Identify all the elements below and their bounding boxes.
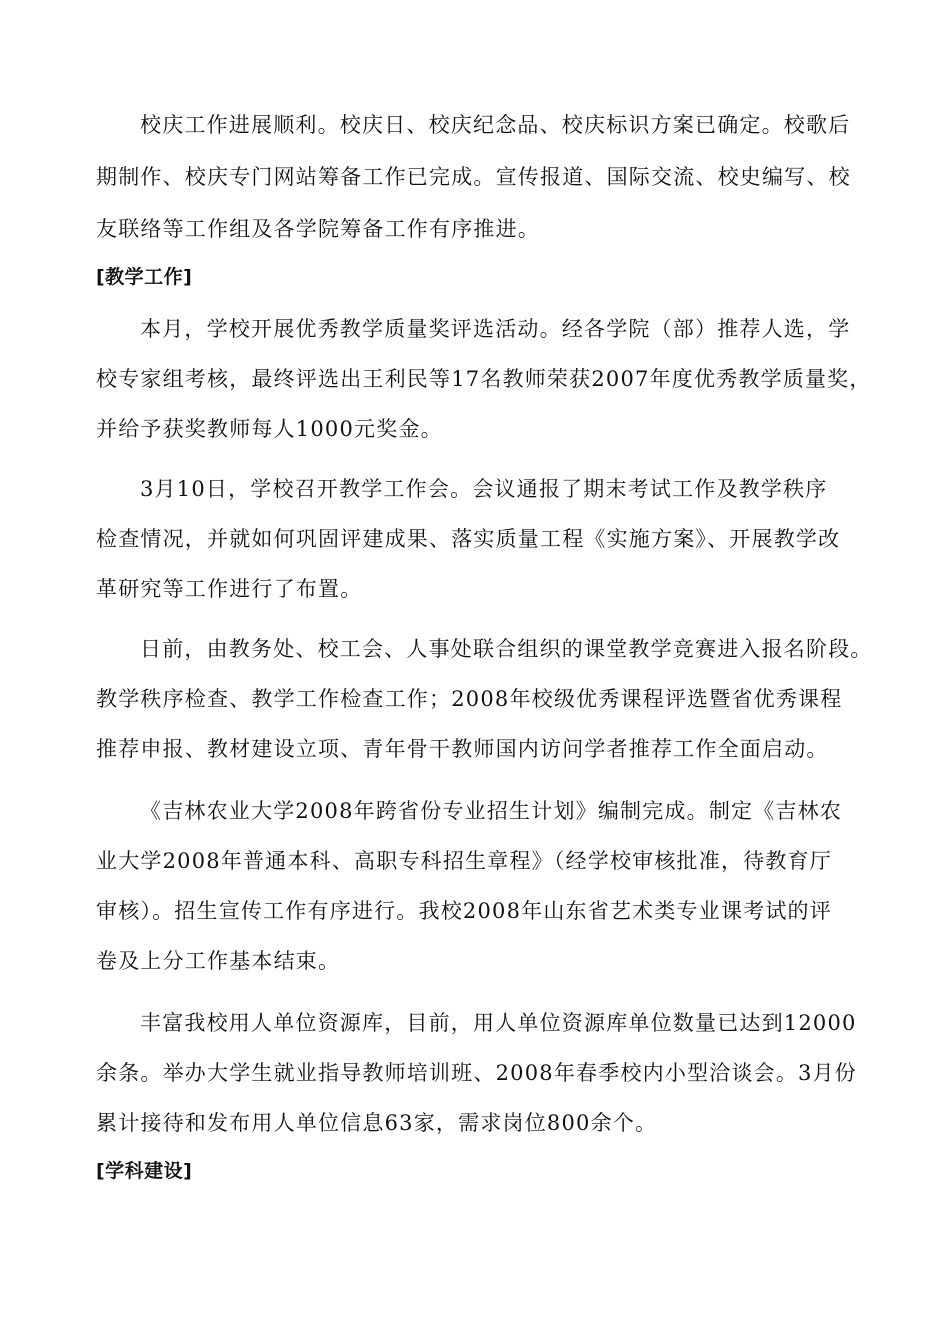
text-line: 期制作、校庆专门网站筹备工作已完成。宣传报道、国际交流、校史编写、校 [96,165,851,189]
text-line: 校庆工作进展顺利。校庆日、校庆纪念品、校庆标识方案已确定。校歌后 [140,113,851,137]
text-line: 校专家组考核，最终评选出王利民等17名教师荣获2007年度优秀教学质量奖， [96,367,872,391]
text-line: 业大学2008年普通本科、高职专科招生章程》（经学校审核批准，待教育厅 [96,849,832,873]
text-line: 累计接待和发布用人单位信息63家，需求岗位800余个。 [96,1111,658,1135]
text-line: 检查情况，并就如何巩固评建成果、落实质量工程《实施方案》、开展教学改 [96,527,841,551]
section-heading-teaching: [教学工作] [96,266,193,288]
text-line: 日前，由教务处、校工会、人事处联合组织的课堂教学竞赛进入报名阶段。 [140,637,873,661]
text-line: 友联络等工作组及各学院筹备工作有序推进。 [96,217,540,241]
text-line: 并给予获奖教师每人1000元奖金。 [96,417,443,441]
text-line: 推荐申报、教材建设立项、青年骨干教师国内访问学者推荐工作全面启动。 [96,737,829,761]
text-line: 丰富我校用人单位资源库，目前，用人单位资源库单位数量已达到12000 [140,1011,857,1035]
text-line: 革研究等工作进行了布置。 [96,577,363,601]
text-line: 卷及上分工作基本结束。 [96,949,341,973]
text-line: 教学秩序检查、教学工作检查工作；2008年校级优秀课程评选暨省优秀课程 [96,687,843,711]
section-heading-discipline: [学科建设] [96,1160,193,1182]
text-line: 余条。举办大学生就业指导教师培训班、2008年春季校内小型洽谈会。3月份 [96,1061,858,1085]
text-line: 《吉林农业大学2008年跨省份专业招生计划》编制完成。制定《吉林农 [140,799,843,823]
text-line: 3月10日，学校召开教学工作会。会议通报了期末考试工作及教学秩序 [140,477,828,501]
text-line: 本月，学校开展优秀教学质量奖评选活动。经各学院（部）推荐人选，学 [140,317,851,341]
text-line: 审核）。招生宣传工作有序进行。我校2008年山东省艺术类专业课考试的评 [96,899,832,923]
